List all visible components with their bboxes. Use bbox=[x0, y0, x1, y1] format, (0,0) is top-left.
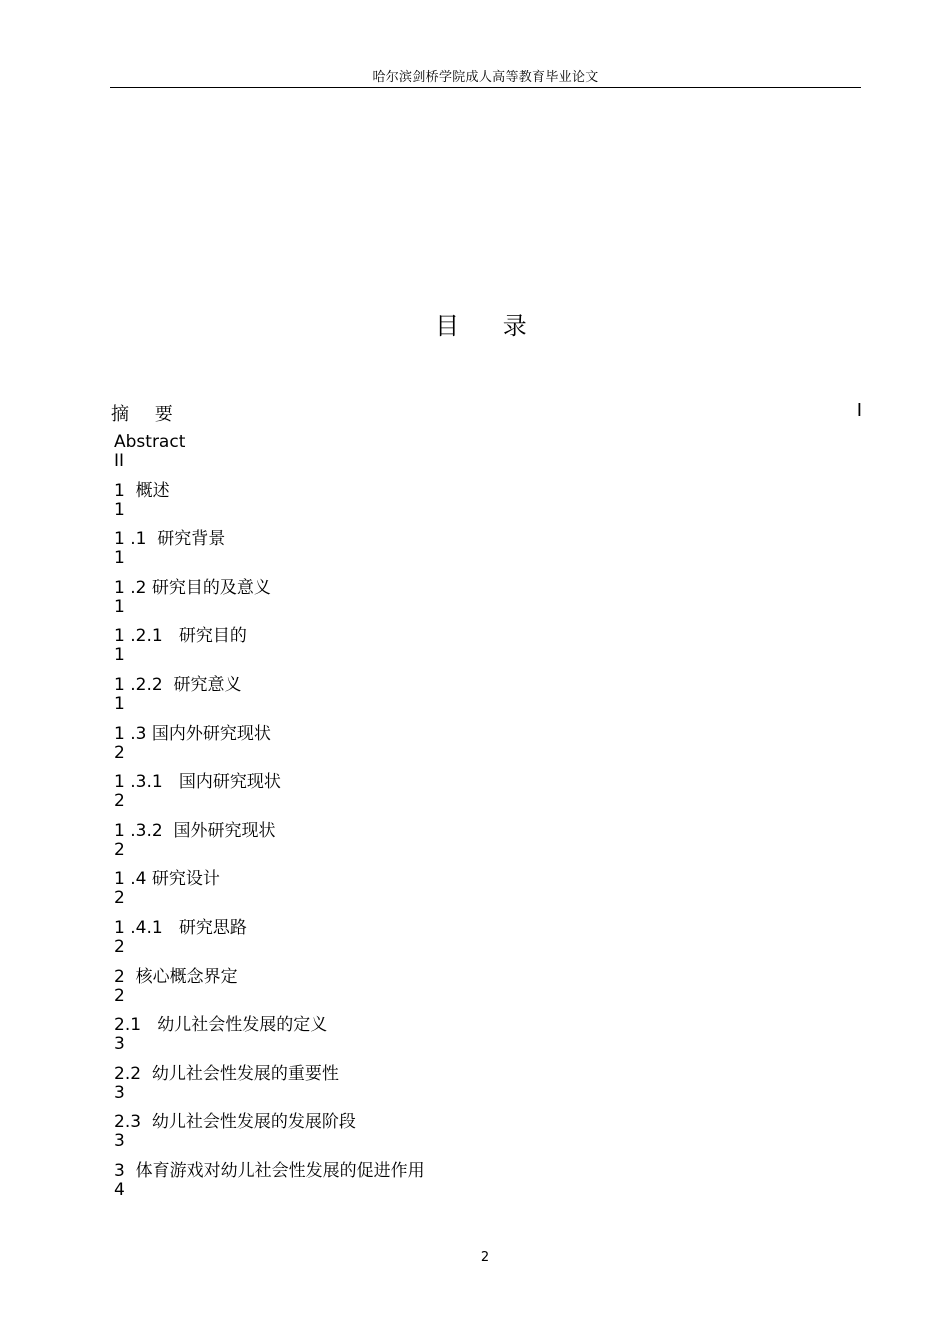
header-divider bbox=[110, 87, 861, 88]
toc-entry-label: 2.1 幼儿社会性发展的定义 bbox=[114, 1015, 328, 1036]
toc-entry[interactable] bbox=[114, 968, 854, 1017]
toc-entry-page: 1 bbox=[114, 548, 125, 569]
toc-entry-page: 1 bbox=[114, 693, 125, 714]
toc-entry[interactable] bbox=[114, 1162, 854, 1211]
toc-entry[interactable] bbox=[114, 1113, 854, 1162]
toc-entry-abstract-cn[interactable] bbox=[111, 400, 862, 424]
toc-entry-page: 1 bbox=[114, 596, 125, 617]
toc-entry[interactable] bbox=[114, 725, 854, 774]
toc-entry-page: I bbox=[856, 400, 862, 421]
toc-entry[interactable] bbox=[114, 579, 854, 628]
toc-entry-page: 2 bbox=[114, 839, 125, 860]
toc-entry-label: 1 .4 研究设计 bbox=[114, 869, 220, 890]
toc-entry-label: 1 .1 研究背景 bbox=[114, 529, 226, 550]
toc-entry-label: 1 .2.1 研究目的 bbox=[114, 626, 247, 647]
toc-entry-page: 2 bbox=[114, 936, 125, 957]
toc-entry-page: 2 bbox=[114, 985, 125, 1006]
toc-entry-label: 1 .2.2 研究意义 bbox=[114, 674, 242, 695]
toc-entry-label: 1 .3 国内外研究现状 bbox=[114, 723, 271, 744]
toc-entry[interactable] bbox=[114, 433, 854, 482]
toc-entry-page: 3 bbox=[114, 1082, 125, 1103]
toc-entry-page: 1 bbox=[114, 645, 125, 666]
toc-entry[interactable] bbox=[114, 822, 854, 871]
toc-entry-page: 3 bbox=[114, 1034, 125, 1055]
toc-entry[interactable] bbox=[114, 1065, 854, 1114]
toc-entry[interactable] bbox=[114, 627, 854, 676]
toc-entry-label: 2.3 幼儿社会性发展的发展阶段 bbox=[114, 1112, 356, 1133]
toc-entry-page: 2 bbox=[114, 888, 125, 909]
toc-entry-label: 摘 要 bbox=[111, 404, 183, 425]
toc-list bbox=[114, 433, 854, 1211]
toc-entry-label: 1 .4.1 研究思路 bbox=[114, 917, 247, 938]
toc-entry-page: 1 bbox=[114, 499, 125, 520]
toc-title: 目 录 bbox=[435, 312, 545, 340]
toc-entry-label: 3 体育游戏对幼儿社会性发展的促进作用 bbox=[114, 1160, 425, 1181]
toc-entry-page: 3 bbox=[114, 1131, 125, 1152]
toc-entry-page: 2 bbox=[114, 742, 125, 763]
toc-entry-label: 2.2 幼儿社会性发展的重要性 bbox=[114, 1063, 339, 1084]
toc-entry-label: 1 .2 研究目的及意义 bbox=[114, 577, 271, 598]
toc-entry[interactable] bbox=[114, 1016, 854, 1065]
toc-entry-label: Abstract bbox=[114, 432, 186, 452]
toc-entry-label: 1 概述 bbox=[114, 480, 170, 501]
toc-entry-page: II bbox=[114, 451, 125, 471]
toc-entry[interactable] bbox=[114, 530, 854, 579]
toc-entry-label: 1 .3.2 国外研究现状 bbox=[114, 820, 276, 841]
toc-entry[interactable] bbox=[114, 870, 854, 919]
toc-entry-page: 2 bbox=[114, 791, 125, 812]
toc-entry[interactable] bbox=[114, 919, 854, 968]
toc-entry[interactable] bbox=[114, 773, 854, 822]
page-number: 2 bbox=[480, 1250, 490, 1265]
toc-entry-label: 1 .3.1 国内研究现状 bbox=[114, 772, 281, 793]
toc-entry[interactable] bbox=[114, 482, 854, 531]
toc-entry[interactable] bbox=[114, 676, 854, 725]
header-title: 哈尔滨剑桥学院成人高等教育毕业论文 bbox=[372, 70, 599, 85]
toc-entry-label: 2 核心概念界定 bbox=[114, 966, 238, 987]
toc-entry-page: 4 bbox=[114, 1179, 125, 1200]
